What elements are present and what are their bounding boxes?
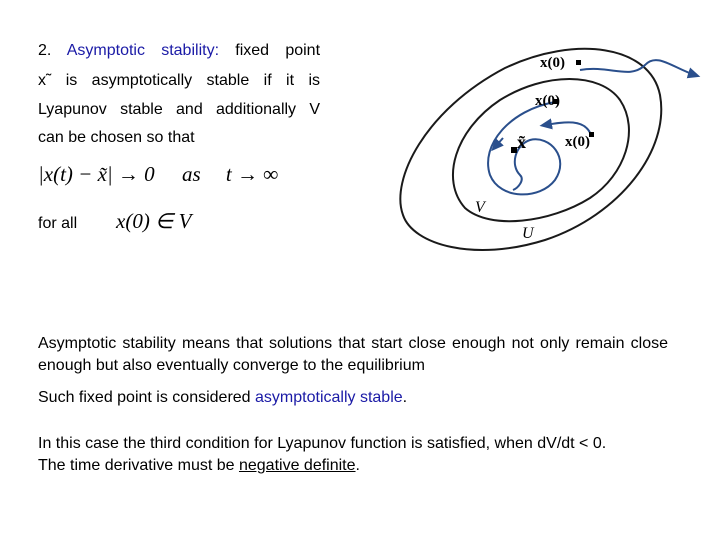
label-v: V: [475, 199, 485, 216]
paragraph-lyapunov-condition: [38, 433, 698, 477]
formula-lhs: |x(t) − x̃| → 0: [38, 162, 155, 186]
paragraph-asymptotically-stable: [38, 387, 407, 409]
stability-diagram: [395, 40, 705, 260]
para3-line2-suffix: .: [355, 457, 360, 474]
label-x0-right: x(0): [565, 134, 590, 150]
intro-line-3: can be chosen so that: [38, 129, 195, 146]
para2-term: asymptotically stable: [255, 389, 403, 406]
para3-line1: In this case the third condition for Lyapunov function is satisfied, when dV/dt < 0.: [38, 435, 607, 452]
heading-term: Asymptotic stability:: [66, 42, 220, 59]
for-all-label: for all: [38, 215, 78, 232]
para3-line2-prefix: The time derivative must be: [38, 457, 235, 474]
formula-as: as: [181, 162, 201, 186]
for-all-formula: x(0) ∈ V: [116, 209, 192, 233]
heading-line: [38, 40, 320, 62]
para2-suffix: .: [402, 389, 408, 406]
label-x0-middle: x(0): [535, 93, 560, 109]
section-number: 2.: [38, 42, 52, 59]
label-x0-outer: x(0): [540, 55, 565, 71]
paragraph-explanation: Asymptotic stability means that solutions that start close enough not only remain close enough but also eventually converge to the equilibrium: [38, 335, 668, 374]
formula-limit: t → ∞: [225, 162, 279, 186]
intro-line-2: Lyapunov stable and additionally V: [38, 101, 320, 118]
heading-rest: fixed point: [235, 42, 321, 59]
para3-line2: [38, 455, 698, 477]
para3-term: negative definite: [238, 457, 356, 474]
label-x-tilde: x̃: [517, 132, 526, 152]
label-u: U: [522, 225, 534, 242]
convergence-formula: [38, 162, 278, 187]
intro-line-1: x˜ is asymptotically stable if it is: [38, 72, 320, 89]
para2-prefix: Such fixed point is considered: [38, 389, 251, 406]
